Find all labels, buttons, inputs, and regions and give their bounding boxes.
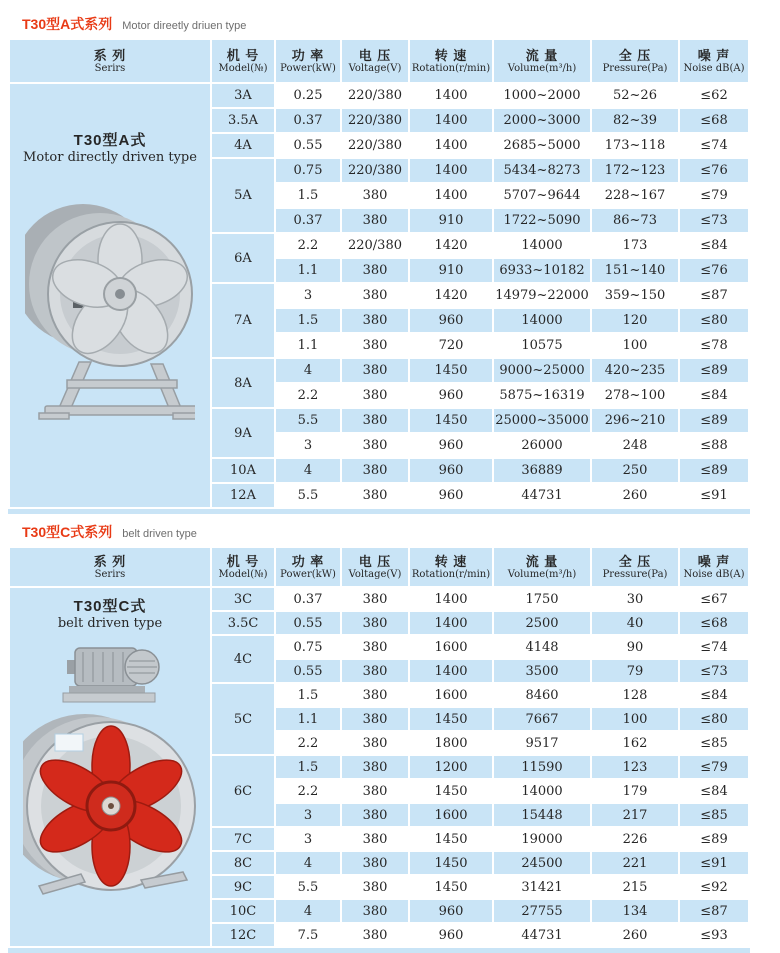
data-cell: 217 bbox=[592, 804, 678, 826]
column-header: 电 压 Voltage(V) bbox=[342, 548, 408, 586]
data-cell: 4 bbox=[276, 459, 340, 482]
data-cell: 2.2 bbox=[276, 234, 340, 257]
data-cell: 1722~5090 bbox=[494, 209, 590, 232]
model-cell: 3A bbox=[212, 84, 274, 107]
data-cell: 128 bbox=[592, 684, 678, 706]
data-cell: 359~150 bbox=[592, 284, 678, 307]
data-cell: 380 bbox=[342, 708, 408, 730]
column-header: 流 量 Volume(m³/h) bbox=[494, 548, 590, 586]
data-cell: 27755 bbox=[494, 900, 590, 922]
data-cell: 960 bbox=[410, 900, 492, 922]
data-cell: 0.55 bbox=[276, 134, 340, 157]
data-cell: 1800 bbox=[410, 732, 492, 754]
header-row bbox=[10, 548, 748, 586]
data-cell: 380 bbox=[342, 359, 408, 382]
data-cell: 0.25 bbox=[276, 84, 340, 107]
data-cell: 380 bbox=[342, 484, 408, 507]
model-cell: 4A bbox=[212, 134, 274, 157]
data-cell: 14000 bbox=[494, 780, 590, 802]
data-cell: 1400 bbox=[410, 134, 492, 157]
data-cell: ≤80 bbox=[680, 309, 748, 332]
data-cell: 0.37 bbox=[276, 109, 340, 132]
data-cell: 7667 bbox=[494, 708, 590, 730]
data-cell: ≤91 bbox=[680, 852, 748, 874]
data-cell: 220/380 bbox=[342, 134, 408, 157]
model-cell: 5C bbox=[212, 684, 274, 754]
data-cell: 0.75 bbox=[276, 159, 340, 182]
data-cell: 1000~2000 bbox=[494, 84, 590, 107]
data-cell: 380 bbox=[342, 612, 408, 634]
data-cell: 250 bbox=[592, 459, 678, 482]
data-cell: 1600 bbox=[410, 684, 492, 706]
data-cell: 151~140 bbox=[592, 259, 678, 282]
data-cell: 0.55 bbox=[276, 612, 340, 634]
data-cell: 5.5 bbox=[276, 484, 340, 507]
data-cell: 2500 bbox=[494, 612, 590, 634]
data-cell: 1450 bbox=[410, 852, 492, 874]
data-cell: 0.55 bbox=[276, 660, 340, 682]
data-cell: 1400 bbox=[410, 159, 492, 182]
data-cell: 220/380 bbox=[342, 84, 408, 107]
data-cell: 0.37 bbox=[276, 588, 340, 610]
data-cell: 82~39 bbox=[592, 109, 678, 132]
data-cell: 1400 bbox=[410, 588, 492, 610]
data-cell: ≤79 bbox=[680, 184, 748, 207]
data-cell: ≤76 bbox=[680, 159, 748, 182]
data-cell: 14979~22000 bbox=[494, 284, 590, 307]
data-cell: 4 bbox=[276, 900, 340, 922]
column-header: 全 压 Pressure(Pa) bbox=[592, 548, 678, 586]
data-cell: 960 bbox=[410, 434, 492, 457]
data-cell: 380 bbox=[342, 756, 408, 778]
data-cell: ≤84 bbox=[680, 234, 748, 257]
data-cell: 1450 bbox=[410, 409, 492, 432]
column-header: 噪 声 Noise dB(A) bbox=[680, 40, 748, 82]
data-cell: 31421 bbox=[494, 876, 590, 898]
column-header: 转 速 Rotation(r/min) bbox=[410, 548, 492, 586]
data-cell: 0.37 bbox=[276, 209, 340, 232]
model-cell: 5A bbox=[212, 159, 274, 232]
data-cell: 380 bbox=[342, 900, 408, 922]
data-cell: 15448 bbox=[494, 804, 590, 826]
column-header: 流 量 Volume(m³/h) bbox=[494, 40, 590, 82]
series-cell-content-c bbox=[11, 589, 209, 916]
data-cell: 226 bbox=[592, 828, 678, 850]
data-cell: ≤62 bbox=[680, 84, 748, 107]
model-cell: 8A bbox=[212, 359, 274, 407]
data-cell: 380 bbox=[342, 209, 408, 232]
data-cell: 79 bbox=[592, 660, 678, 682]
data-cell: 215 bbox=[592, 876, 678, 898]
data-cell: 2.2 bbox=[276, 384, 340, 407]
belt-driven-fan-image bbox=[23, 638, 198, 916]
data-cell: 380 bbox=[342, 184, 408, 207]
data-cell: ≤91 bbox=[680, 484, 748, 507]
data-cell: 380 bbox=[342, 684, 408, 706]
data-cell: 19000 bbox=[494, 828, 590, 850]
data-cell: 380 bbox=[342, 636, 408, 658]
data-cell: 1750 bbox=[494, 588, 590, 610]
data-cell: 5.5 bbox=[276, 876, 340, 898]
data-cell: 260 bbox=[592, 484, 678, 507]
data-cell: 134 bbox=[592, 900, 678, 922]
data-cell: 1.5 bbox=[276, 756, 340, 778]
table-row bbox=[10, 588, 748, 610]
data-cell: ≤89 bbox=[680, 459, 748, 482]
data-cell: ≤88 bbox=[680, 434, 748, 457]
data-cell: 90 bbox=[592, 636, 678, 658]
data-cell: 44731 bbox=[494, 924, 590, 946]
data-cell: ≤92 bbox=[680, 876, 748, 898]
data-cell: 1600 bbox=[410, 804, 492, 826]
data-cell: 179 bbox=[592, 780, 678, 802]
section-c-title bbox=[22, 522, 780, 542]
data-cell: ≤80 bbox=[680, 708, 748, 730]
model-cell: 10C bbox=[212, 900, 274, 922]
data-cell: 220/380 bbox=[342, 234, 408, 257]
data-cell: ≤87 bbox=[680, 900, 748, 922]
data-cell: 1400 bbox=[410, 660, 492, 682]
data-cell: 30 bbox=[592, 588, 678, 610]
table-row bbox=[10, 84, 748, 107]
direct-driven-fan-image bbox=[25, 174, 195, 424]
data-cell: ≤78 bbox=[680, 334, 748, 357]
data-cell: 420~235 bbox=[592, 359, 678, 382]
data-cell: 380 bbox=[342, 804, 408, 826]
data-cell: ≤68 bbox=[680, 612, 748, 634]
column-header: 机 号 Model(№) bbox=[212, 548, 274, 586]
data-cell: 1450 bbox=[410, 876, 492, 898]
data-cell: 380 bbox=[342, 828, 408, 850]
column-header: 功 率 Power(kW) bbox=[276, 548, 340, 586]
data-cell: 2.2 bbox=[276, 780, 340, 802]
data-cell: ≤85 bbox=[680, 804, 748, 826]
series-c-name: T30型C式 bbox=[73, 598, 147, 615]
data-cell: ≤74 bbox=[680, 636, 748, 658]
data-cell: 1.1 bbox=[276, 334, 340, 357]
data-cell: 1420 bbox=[410, 234, 492, 257]
data-cell: 10575 bbox=[494, 334, 590, 357]
data-cell: 248 bbox=[592, 434, 678, 457]
section-a-title-en: Motor direetly driuen type bbox=[122, 20, 247, 32]
model-cell: 9A bbox=[212, 409, 274, 457]
data-cell: 720 bbox=[410, 334, 492, 357]
data-cell: 1450 bbox=[410, 708, 492, 730]
data-cell: 1600 bbox=[410, 636, 492, 658]
section-a-title-cn: T30型A式系列 bbox=[22, 16, 113, 32]
model-cell: 9C bbox=[212, 876, 274, 898]
data-cell: 1400 bbox=[410, 612, 492, 634]
data-cell: 5.5 bbox=[276, 409, 340, 432]
data-cell: ≤73 bbox=[680, 660, 748, 682]
data-cell: 2000~3000 bbox=[494, 109, 590, 132]
data-cell: 5707~9644 bbox=[494, 184, 590, 207]
data-cell: 278~100 bbox=[592, 384, 678, 407]
data-cell: 960 bbox=[410, 924, 492, 946]
data-cell: 380 bbox=[342, 434, 408, 457]
model-cell: 3.5C bbox=[212, 612, 274, 634]
data-cell: 11590 bbox=[494, 756, 590, 778]
data-cell: 380 bbox=[342, 334, 408, 357]
data-cell: 3 bbox=[276, 804, 340, 826]
column-header: 电 压 Voltage(V) bbox=[342, 40, 408, 82]
data-cell: ≤73 bbox=[680, 209, 748, 232]
column-header: 转 速 Rotation(r/min) bbox=[410, 40, 492, 82]
table-c-bottom-strip bbox=[8, 948, 750, 953]
data-cell: 3 bbox=[276, 828, 340, 850]
data-cell: 1450 bbox=[410, 780, 492, 802]
data-cell: 380 bbox=[342, 924, 408, 946]
series-cell bbox=[10, 588, 210, 946]
data-cell: 380 bbox=[342, 660, 408, 682]
column-header: 系 列 Serirs bbox=[10, 40, 210, 82]
data-cell: 228~167 bbox=[592, 184, 678, 207]
model-cell: 4C bbox=[212, 636, 274, 682]
data-cell: 380 bbox=[342, 732, 408, 754]
data-cell: 6933~10182 bbox=[494, 259, 590, 282]
column-header: 噪 声 Noise dB(A) bbox=[680, 548, 748, 586]
data-cell: 380 bbox=[342, 852, 408, 874]
data-cell: 26000 bbox=[494, 434, 590, 457]
data-cell: 380 bbox=[342, 309, 408, 332]
data-cell: ≤84 bbox=[680, 780, 748, 802]
data-cell: ≤67 bbox=[680, 588, 748, 610]
data-cell: 910 bbox=[410, 209, 492, 232]
data-cell: 260 bbox=[592, 924, 678, 946]
data-cell: 14000 bbox=[494, 234, 590, 257]
data-cell: 173~118 bbox=[592, 134, 678, 157]
data-cell: 100 bbox=[592, 708, 678, 730]
model-cell: 7A bbox=[212, 284, 274, 357]
series-cell bbox=[10, 84, 210, 507]
data-cell: 910 bbox=[410, 259, 492, 282]
data-cell: 86~73 bbox=[592, 209, 678, 232]
data-cell: 9000~25000 bbox=[494, 359, 590, 382]
data-cell: 1400 bbox=[410, 184, 492, 207]
column-header: 系 列 Serirs bbox=[10, 548, 210, 586]
data-cell: 960 bbox=[410, 384, 492, 407]
data-cell: 4148 bbox=[494, 636, 590, 658]
model-cell: 10A bbox=[212, 459, 274, 482]
data-cell: 1400 bbox=[410, 84, 492, 107]
data-cell: ≤84 bbox=[680, 384, 748, 407]
data-cell: ≤74 bbox=[680, 134, 748, 157]
data-cell: 7.5 bbox=[276, 924, 340, 946]
data-cell: ≤89 bbox=[680, 359, 748, 382]
data-cell: 1400 bbox=[410, 109, 492, 132]
data-cell: 380 bbox=[342, 876, 408, 898]
data-cell: 960 bbox=[410, 309, 492, 332]
data-cell: 44731 bbox=[494, 484, 590, 507]
data-cell: 173 bbox=[592, 234, 678, 257]
data-cell: 14000 bbox=[494, 309, 590, 332]
data-cell: ≤87 bbox=[680, 284, 748, 307]
data-cell: ≤84 bbox=[680, 684, 748, 706]
column-header: 机 号 Model(№) bbox=[212, 40, 274, 82]
data-cell: ≤76 bbox=[680, 259, 748, 282]
data-cell: 1.5 bbox=[276, 684, 340, 706]
model-cell: 12A bbox=[212, 484, 274, 507]
data-cell: 8460 bbox=[494, 684, 590, 706]
spec-table-belt-driven bbox=[8, 546, 750, 948]
data-cell: 24500 bbox=[494, 852, 590, 874]
data-cell: 380 bbox=[342, 588, 408, 610]
data-cell: 1.5 bbox=[276, 309, 340, 332]
data-cell: 2.2 bbox=[276, 732, 340, 754]
data-cell: ≤79 bbox=[680, 756, 748, 778]
data-cell: ≤89 bbox=[680, 409, 748, 432]
data-cell: 52~26 bbox=[592, 84, 678, 107]
data-cell: ≤85 bbox=[680, 732, 748, 754]
model-cell: 12C bbox=[212, 924, 274, 946]
data-cell: 36889 bbox=[494, 459, 590, 482]
data-cell: ≤89 bbox=[680, 828, 748, 850]
model-cell: 6C bbox=[212, 756, 274, 826]
data-cell: 5434~8273 bbox=[494, 159, 590, 182]
series-cell-content-a bbox=[11, 85, 209, 424]
data-cell: 9517 bbox=[494, 732, 590, 754]
data-cell: 0.75 bbox=[276, 636, 340, 658]
series-a-type: Motor directly driven type bbox=[23, 150, 197, 165]
data-cell: 1.1 bbox=[276, 708, 340, 730]
model-cell: 6A bbox=[212, 234, 274, 282]
data-cell: 172~123 bbox=[592, 159, 678, 182]
spec-table-motor-driven bbox=[8, 38, 750, 509]
section-a-title bbox=[22, 14, 780, 34]
data-cell: 1420 bbox=[410, 284, 492, 307]
data-cell: 4 bbox=[276, 852, 340, 874]
data-cell: 960 bbox=[410, 484, 492, 507]
data-cell: 380 bbox=[342, 284, 408, 307]
section-c-title-cn: T30型C式系列 bbox=[22, 524, 113, 540]
section-c-title-en: belt driven type bbox=[122, 528, 197, 540]
data-cell: 25000~35000 bbox=[494, 409, 590, 432]
data-cell: 380 bbox=[342, 259, 408, 282]
data-cell: 100 bbox=[592, 334, 678, 357]
data-cell: 3500 bbox=[494, 660, 590, 682]
data-cell: 5875~16319 bbox=[494, 384, 590, 407]
series-a-name: T30型A式 bbox=[73, 132, 147, 149]
data-cell: 221 bbox=[592, 852, 678, 874]
model-cell: 8C bbox=[212, 852, 274, 874]
column-header: 功 率 Power(kW) bbox=[276, 40, 340, 82]
data-cell: 1450 bbox=[410, 828, 492, 850]
data-cell: 220/380 bbox=[342, 159, 408, 182]
data-cell: 40 bbox=[592, 612, 678, 634]
data-cell: 162 bbox=[592, 732, 678, 754]
data-cell: 1.5 bbox=[276, 184, 340, 207]
data-cell: 4 bbox=[276, 359, 340, 382]
data-cell: 380 bbox=[342, 459, 408, 482]
data-cell: 1.1 bbox=[276, 259, 340, 282]
header-row bbox=[10, 40, 748, 82]
data-cell: 220/380 bbox=[342, 109, 408, 132]
data-cell: 123 bbox=[592, 756, 678, 778]
model-cell: 7C bbox=[212, 828, 274, 850]
data-cell: ≤93 bbox=[680, 924, 748, 946]
data-cell: 296~210 bbox=[592, 409, 678, 432]
model-cell: 3C bbox=[212, 588, 274, 610]
data-cell: 1200 bbox=[410, 756, 492, 778]
data-cell: 380 bbox=[342, 409, 408, 432]
table-a-bottom-strip bbox=[8, 509, 750, 514]
data-cell: 3 bbox=[276, 284, 340, 307]
model-cell: 3.5A bbox=[212, 109, 274, 132]
data-cell: 380 bbox=[342, 384, 408, 407]
data-cell: 3 bbox=[276, 434, 340, 457]
column-header: 全 压 Pressure(Pa) bbox=[592, 40, 678, 82]
data-cell: ≤68 bbox=[680, 109, 748, 132]
data-cell: 120 bbox=[592, 309, 678, 332]
data-cell: 2685~5000 bbox=[494, 134, 590, 157]
data-cell: 1450 bbox=[410, 359, 492, 382]
data-cell: 960 bbox=[410, 459, 492, 482]
data-cell: 380 bbox=[342, 780, 408, 802]
series-c-type: belt driven type bbox=[57, 616, 163, 631]
